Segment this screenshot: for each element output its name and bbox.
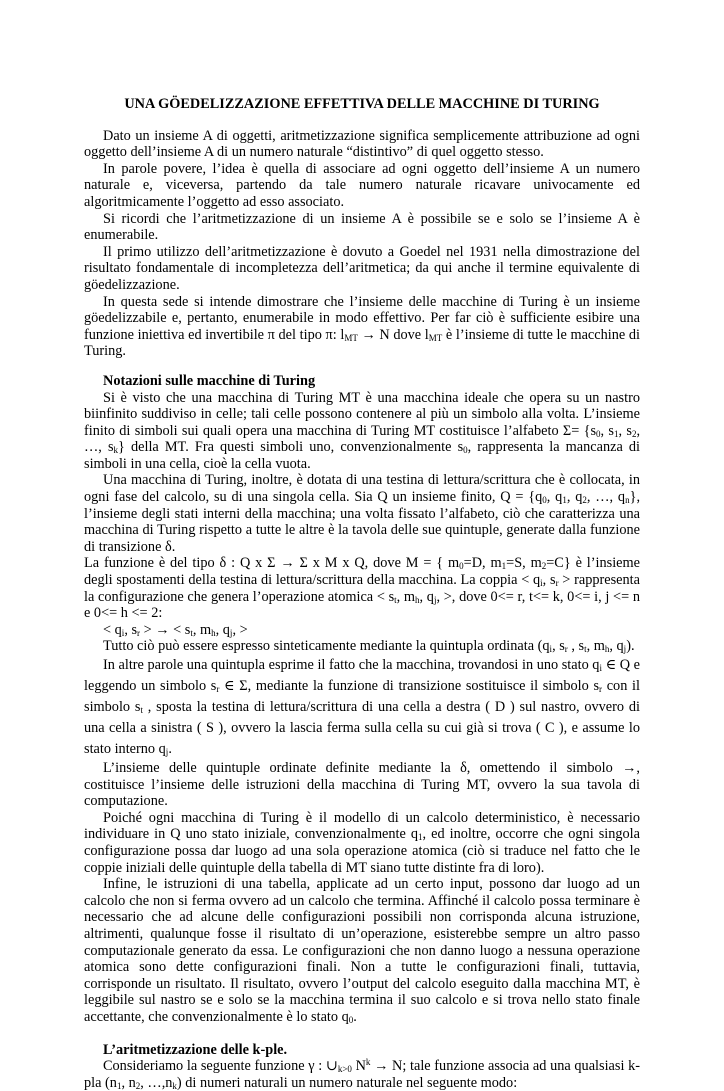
section1-paragraph-1: Si è visto che una macchina di Turing MT è una macchina ideale che opera su un nastro biinfinito suddiviso in celle; tali celle possono contenere al più un simbolo alla volta. L’insieme finito di simboli sui quali opera una macchina di Turing MT costituisce l’alfabeto $\Sigma= \{s_0$, $s_1$, $s_2$, …, $s_k$} della MT. Fra questi simboli uno, convenzionalmente $s_0$, rappresenta la mancanza di simboli in una cella, cioè la cella vuota.	[84, 389, 641, 472]
section1-paragraph-termination: Infine, le istruzioni di una tabella, applicate ad un certo input, possono dar luogo ad un calcolo che non si ferma ovvero ad un calcolo che termina. Affinché il calcolo possa terminare è necessario che ad alcune delle configurazioni possibili non corrisponda alcuna istruzione, altrimenti, qualunque fosse il risultato di un’operazione, esisterebbe sempre un altro passo computazionale generato da essa. Le configurazioni che non danno luogo a nessuna operazione atomica sono dette configurazioni finali. Non a tutte le configurazioni finali, tuttavia, corrisponde un risultato. Il risultato, ovvero l’output del calcolo eseguito dalla macchina MT, è leggibile sul nastro se e solo se la macchina termina il suo calcolo e si trova nello stato finale accettante, che convenzionalmente è lo stato $q_0$.	[84, 876, 640, 1025]
document-title: UNA GÖEDELIZZAZIONE EFFETTIVA DELLE MACCHINE DI TURING	[124, 96, 600, 112]
section1-paragraph-deterministic: Poiché ogni macchina di Turing è il modello di un calcolo deterministico, è necessario individuare in Q uno stato iniziale, convenzionalmente $q_1$, ed inoltre, occorre che ogni singola configurazione possa dar luogo ad una sola operazione atomica (ciò si traduce nel fatto che le coppie iniziali delle quintuple della tabella di MT siano tutte distinte fra di loro).	[84, 809, 640, 876]
intro-paragraph-1: Dato un insieme A di oggetti, aritmetizzazione significa semplicemente attribuzione ad ogni oggetto dell’insieme A di un numero naturale “distintivo” di quel oggetto stesso.	[84, 127, 640, 161]
section1-paragraph-quintuple: Tutto ciò può essere espresso sinteticamente mediante la quintupla ordinata ($q_i$, $s_r$ , $s_t$, $m_h$, $q_j$).	[103, 638, 635, 655]
section-heading-kple: L’aritmetizzazione delle k-ple.	[103, 1041, 288, 1058]
section-heading-notazioni: Notazioni sulle macchine di Turing	[103, 372, 316, 389]
transition-mapping-line: < $q_i$, $s_r$ > → < $s_t$, $m_h$, $q_j$, >	[103, 621, 248, 638]
intro-paragraph-2: In parole povere, l’idea è quella di associare ad ogni oggetto dell’insieme A un numero naturale e, viceversa, partendo da tale numero naturale ricavare univocamente ed algoritmicamente l’oggetto ad esso associato.	[84, 160, 640, 210]
intro-section	[84, 128, 640, 360]
section1-paragraph-instructions: L’insieme delle quintuple ordinate definite mediante la δ, omettendo il simbolo →, costituisce l’insieme delle istruzioni della macchina di Turing MT, ovvero la sua tavola di computazione.	[84, 760, 640, 810]
intro-paragraph-3: Si ricordi che l’aritmetizzazione di un insieme A è possibile se e solo se l’insieme A è enumerabile.	[84, 210, 640, 244]
section1-paragraph-explanation: In altre parole una quintupla esprime il fatto che la macchina, trovandosi in uno stato $q_i$ ∈ Q e leggendo un simbolo $s_r$ ∈ Σ, mediante la funzione di transizione sostituisce il simbolo $s_r$ con il simbolo $s_t$ , sposta la testina di lettura/scrittura di una cella a destra ( D ) sul nastro, ovvero di una cella a sinistra ( S ), ovvero la lascia ferma sulla cella su cui già si trova ( C ), e assume lo stato interno $q_j$.	[84, 657, 640, 757]
section1-paragraph-2: Una macchina di Turing, inoltre, è dotata di una testina di lettura/scrittura che è collocata, in ogni fase del calcolo, su di una singola cella. Sia Q un insieme finito, $Q = \{q_0$, $q_1$, $q_2$, …, $q_n$}, l’insieme degli stati interni della macchina; una volta fissato l’alfabeto, ciò che caratterizza una macchina di Turing rispetto a tutte le altre è la tavola delle sue quintuple, generate dalla funzione di transizione δ.	[84, 472, 641, 555]
intro-paragraph-5: In questa sede si intende dimostrare che l’insieme delle macchine di Turing è un insieme göedelizzabile e, pertanto, enumerabile in modo effettivo. Per far ciò è sufficiente esibire una funzione iniettiva ed invertibile π del tipo π: $l_{MT} \to N$ dove $l_{MT}$ è l’insieme di tutte le macchine di Turing.	[84, 293, 640, 360]
intro-paragraph-4: Il primo utilizzo dell’aritmetizzazione è dovuto a Goedel nel 1931 nella dimostrazione del risultato fondamentale di incompletezza dell’aritmetica; da qui anche il termine equivalente di göedelizzazione.	[84, 243, 640, 293]
section2-paragraph-1: Consideriamo la seguente funzione γ : $\cup_{k>0}$ $N^k \to N$; tale funzione associa ad una qualsiasi k-pla ($n_1$, $n_2$, $\dots,n_k$) di numeri naturali un numero naturale nel seguente modo:	[84, 1057, 641, 1091]
function-definition-paragraph: La funzione è del tipo δ : Q x Σ → Σ x M x Q, dove M = { $m_0=D$, $m_1=S$, $m_2=C$} è l’insieme degli spostamenti della testina di lettura/scrittura della macchina. La coppia < $q_i$, $s_r$ > rappresenta la configurazione che genera l’operazione atomica < $s_t$, $m_h$, $q_j$, >, dove 0<= r, t<= k, 0<= i, j <= n e 0<= h <= 2:	[84, 555, 640, 622]
